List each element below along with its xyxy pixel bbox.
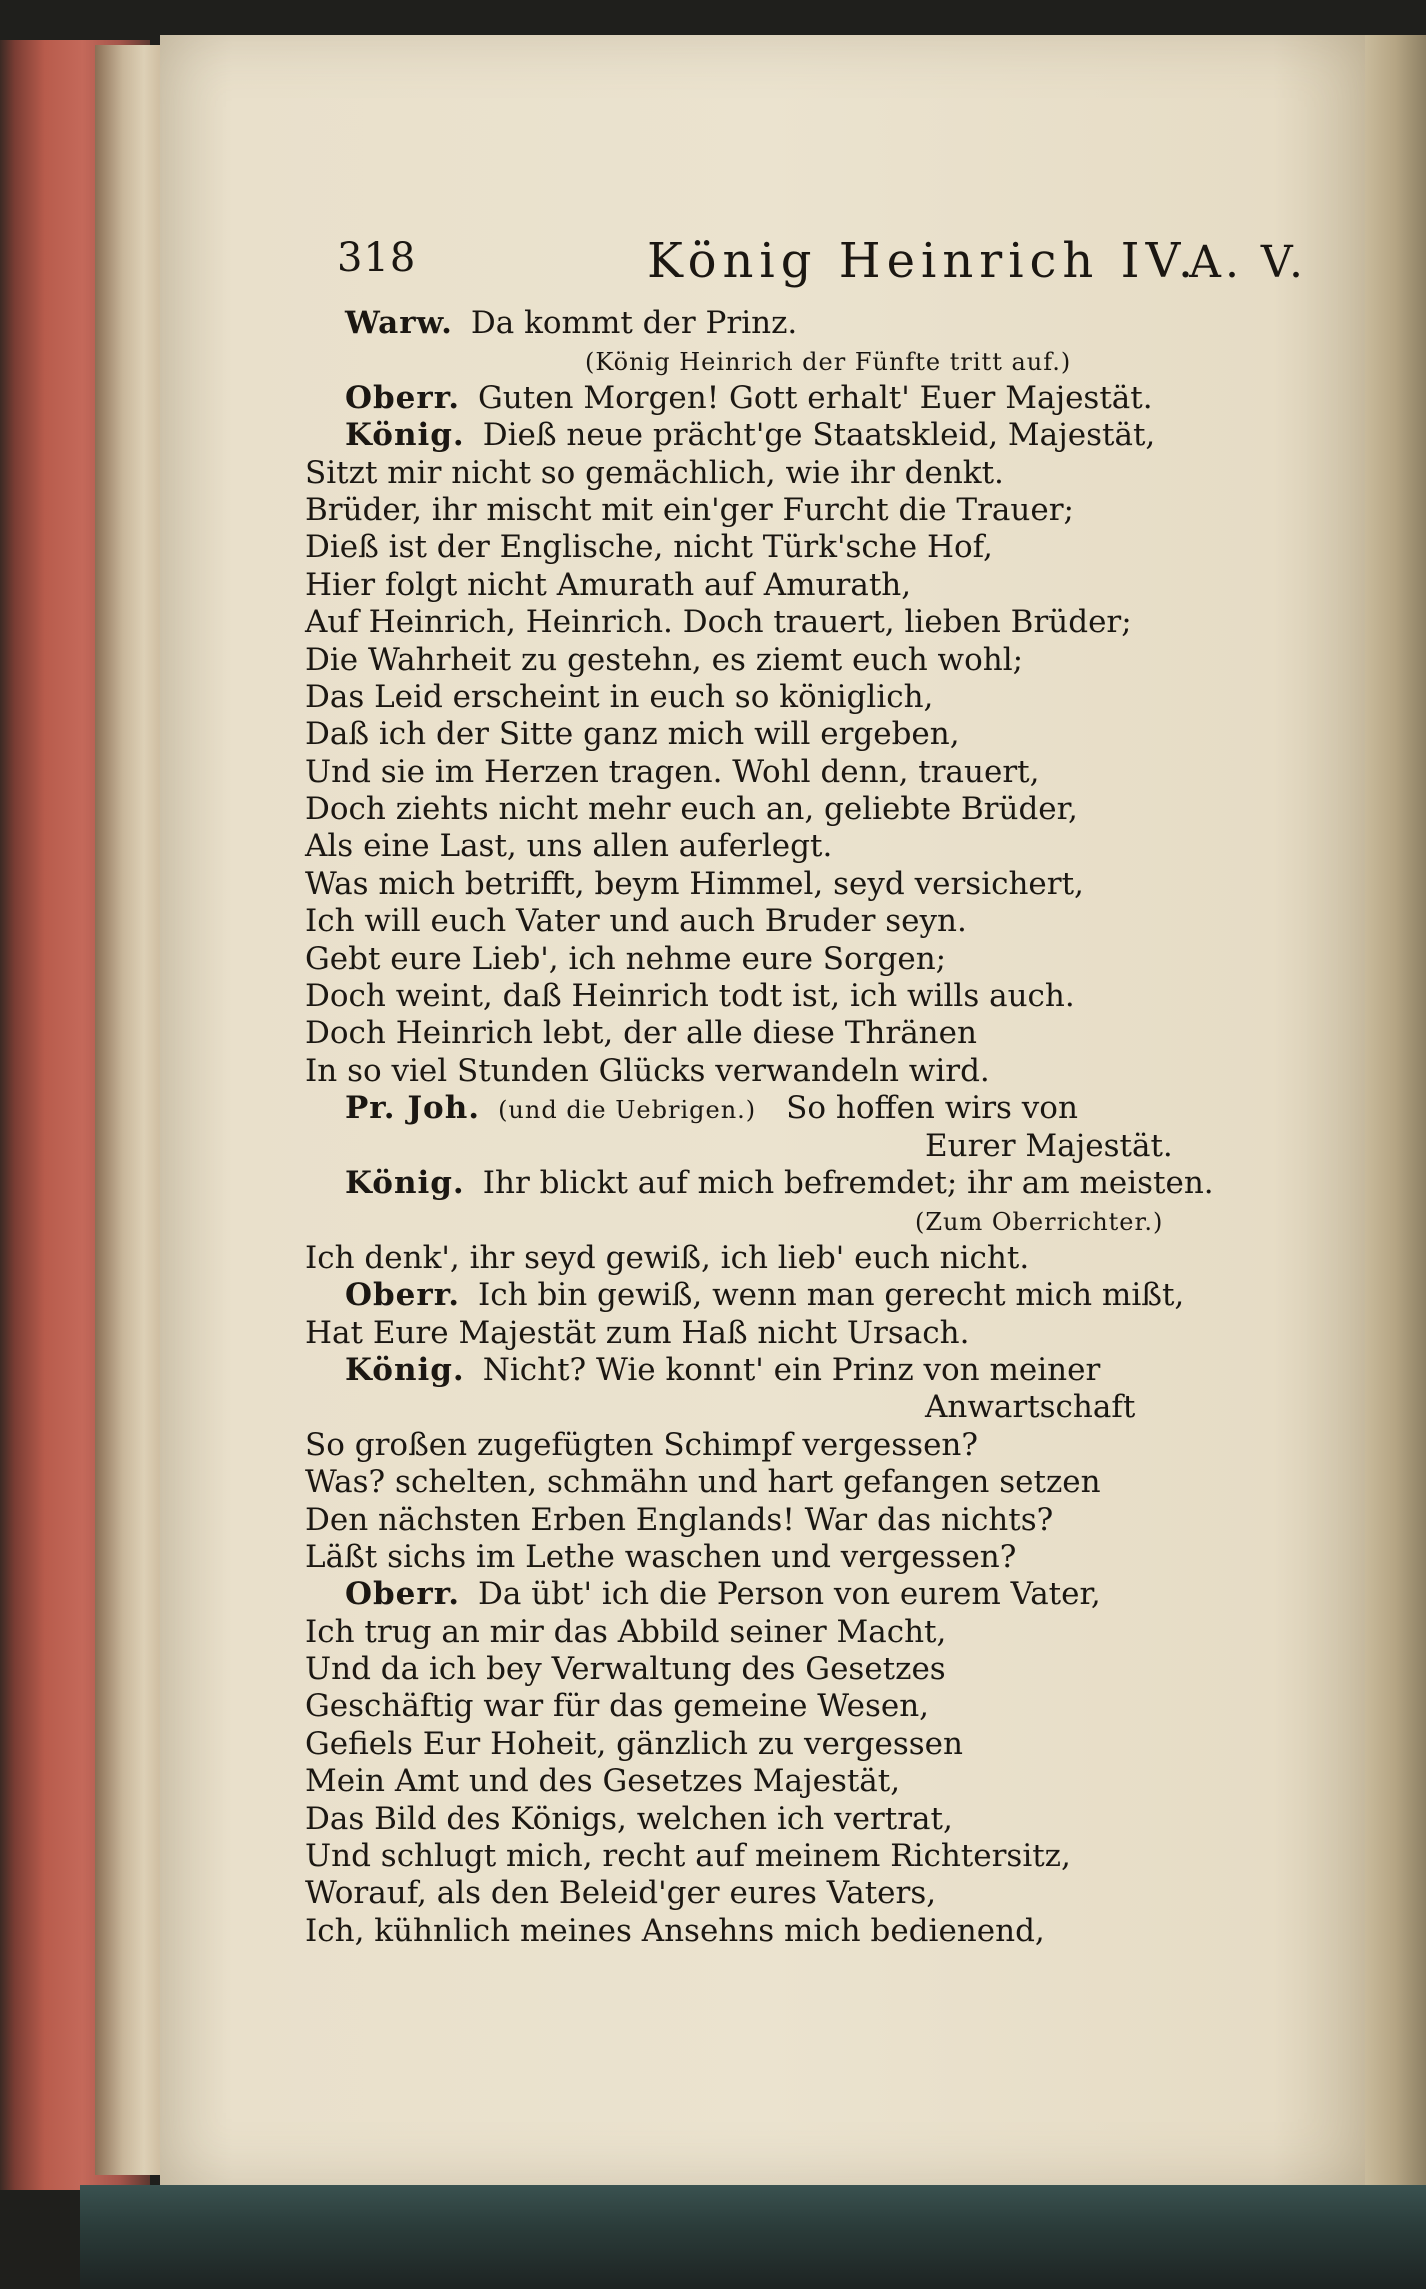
verse-text: Und schlugt mich, recht auf meinem Richtersitz, <box>305 1838 1071 1875</box>
text-line <box>305 828 1315 865</box>
text-line <box>305 1688 1315 1725</box>
verse-text: Was mich betrifft, beym Himmel, seyd versichert, <box>305 865 1084 902</box>
text-line <box>305 1015 1315 1052</box>
text-line <box>305 455 1315 492</box>
act-marker: A. V. <box>1189 237 1307 288</box>
text-line <box>305 604 1315 641</box>
text-line <box>305 1913 1315 1950</box>
text-line <box>305 1576 1315 1613</box>
verse-text: Ihr blickt auf mich befremdet; ihr am meisten. <box>482 1164 1214 1201</box>
text-line <box>305 1875 1315 1912</box>
text-line <box>305 903 1315 940</box>
verse-text: Worauf, als den Beleid'ger eures Vaters, <box>305 1875 937 1912</box>
text-line <box>305 1427 1315 1464</box>
verse-text: Läßt sichs im Lethe waschen und vergessen? <box>305 1538 1017 1575</box>
verse-text: Dieß ist der Englische, nicht Türk'sche Hof, <box>305 529 993 566</box>
text-line <box>305 679 1315 716</box>
text-line <box>305 1240 1315 1277</box>
speaker-name: König. <box>345 1351 465 1388</box>
verse-text: Doch Heinrich lebt, der alle diese Thränen <box>305 1015 977 1052</box>
text-line <box>305 417 1315 454</box>
text-line <box>305 1502 1315 1539</box>
line-continuation: Anwartschaft <box>925 1389 1136 1426</box>
verse-text: Ich denk', ihr seyd gewiß, ich lieb' euch nicht. <box>305 1239 1030 1276</box>
verse-text: Brüder, ihr mischt mit ein'ger Furcht die Trauer; <box>305 491 1074 528</box>
inline-stage-direction: (und die Uebrigen.) <box>498 1096 757 1125</box>
verse-text: Und da ich bey Verwaltung des Gesetzes <box>305 1651 946 1688</box>
speaker-name: Oberr. <box>345 379 461 416</box>
verse-text: Geschäftig war für das gemeine Wesen, <box>305 1688 930 1725</box>
stage-direction: (Zum Oberrichter.) <box>915 1208 1164 1237</box>
verse-text: Sitzt mir nicht so gemächlich, wie ihr denkt. <box>305 454 1004 491</box>
text-line <box>305 1053 1315 1090</box>
text-line <box>305 1464 1315 1501</box>
verse-text: Auf Heinrich, Heinrich. Doch trauert, lieben Brüder; <box>305 604 1132 641</box>
verse-text: Als eine Last, uns allen auferlegt. <box>305 828 833 865</box>
text-line <box>305 1277 1315 1314</box>
verse-text: Gebt eure Lieb', ich nehme eure Sorgen; <box>305 940 947 977</box>
verse-text: Doch weint, daß Heinrich todt ist, ich wills auch. <box>305 978 1075 1015</box>
page-text-area <box>305 215 1315 2015</box>
facing-page-edge <box>1365 35 1426 2185</box>
verse-text: Daß ich der Sitte ganz mich will ergeben, <box>305 716 960 753</box>
verse-text: Dieß neue prächt'ge Staatskleid, Majestät, <box>482 417 1156 454</box>
verse-lines <box>305 305 1315 1950</box>
verse-text: Das Bild des Königs, welchen ich vertrat, <box>305 1800 953 1837</box>
text-line <box>305 1352 1315 1389</box>
text-line <box>305 866 1315 903</box>
verse-text: Da übt' ich die Person von eurem Vater, <box>478 1576 1101 1613</box>
text-line <box>305 1165 1315 1202</box>
verse-text: Ich, kühnlich meines Ansehns mich bedienend, <box>305 1912 1045 1949</box>
text-line <box>305 305 1315 342</box>
text-line <box>305 492 1315 529</box>
verse-text: Ich will euch Vater und auch Bruder seyn. <box>305 903 967 940</box>
text-line <box>305 1389 1315 1426</box>
verse-text: Und sie im Herzen tragen. Wohl denn, trauert, <box>305 753 1040 790</box>
verse-text: Die Wahrheit zu gestehn, es ziemt euch wohl; <box>305 641 1024 678</box>
running-title: König Heinrich IV. <box>647 233 1200 289</box>
text-line <box>305 716 1315 753</box>
page-header <box>337 225 1307 289</box>
verse-text: Mein Amt und des Gesetzes Majestät, <box>305 1763 901 1800</box>
text-line <box>305 342 1315 379</box>
text-line <box>305 567 1315 604</box>
text-line <box>305 1763 1315 1800</box>
page-number: 318 <box>337 235 417 281</box>
stage-direction: (König Heinrich der Fünfte tritt auf.) <box>585 348 1072 377</box>
line-continuation: Eurer Majestät. <box>925 1127 1173 1164</box>
text-line <box>305 529 1315 566</box>
text-line <box>305 380 1315 417</box>
verse-text: Hat Eure Majestät zum Haß nicht Ursach. <box>305 1314 970 1351</box>
verse-text: Ich bin gewiß, wenn man gerecht mich mißt, <box>478 1277 1185 1314</box>
text-line <box>305 642 1315 679</box>
text-line <box>305 1838 1315 1875</box>
verse-text: Das Leid erscheint in euch so königlich, <box>305 678 934 715</box>
speaker-name: Warw. <box>345 305 453 341</box>
speaker-name: Pr. Joh. <box>345 1090 481 1127</box>
verse-text: Ich trug an mir das Abbild seiner Macht, <box>305 1613 947 1650</box>
text-line <box>305 791 1315 828</box>
verse-text: Hier folgt nicht Amurath auf Amurath, <box>305 566 912 603</box>
text-line <box>305 1539 1315 1576</box>
speaker-name: König. <box>345 1164 465 1201</box>
text-line <box>305 1090 1315 1127</box>
text-line <box>305 1651 1315 1688</box>
text-line <box>305 1128 1315 1165</box>
verse-text: Guten Morgen! Gott erhalt' Euer Majestät. <box>478 379 1153 416</box>
verse-text: Doch ziehts nicht mehr euch an, geliebte Brüder, <box>305 791 1078 828</box>
verse-text: Den nächsten Erben Englands! War das nichts? <box>305 1501 1054 1538</box>
text-line <box>305 1801 1315 1838</box>
page-stack-edge <box>95 45 165 2175</box>
text-line <box>305 941 1315 978</box>
text-line <box>305 1614 1315 1651</box>
verse-text: Gefiels Eur Hoheit, gänzlich zu vergessen <box>305 1725 963 1762</box>
speaker-name: Oberr. <box>345 1576 461 1613</box>
text-line <box>305 1726 1315 1763</box>
verse-text: Nicht? Wie konnt' ein Prinz von meiner <box>482 1351 1101 1388</box>
verse-text: So hoffen wirs von <box>786 1090 1078 1127</box>
book-bottom-edge <box>80 2185 1426 2289</box>
speaker-name: Oberr. <box>345 1277 461 1314</box>
text-line <box>305 754 1315 791</box>
text-line <box>305 1315 1315 1352</box>
verse-text: Da kommt der Prinz. <box>470 305 798 341</box>
text-line <box>305 1202 1315 1239</box>
text-line <box>305 978 1315 1015</box>
verse-text: Was? schelten, schmähn und hart gefangen setzen <box>305 1464 1101 1501</box>
speaker-name: König. <box>345 417 465 454</box>
verse-text: So großen zugefügten Schimpf vergessen? <box>305 1426 979 1463</box>
verse-text: In so viel Stunden Glücks verwandeln wird. <box>305 1052 990 1089</box>
